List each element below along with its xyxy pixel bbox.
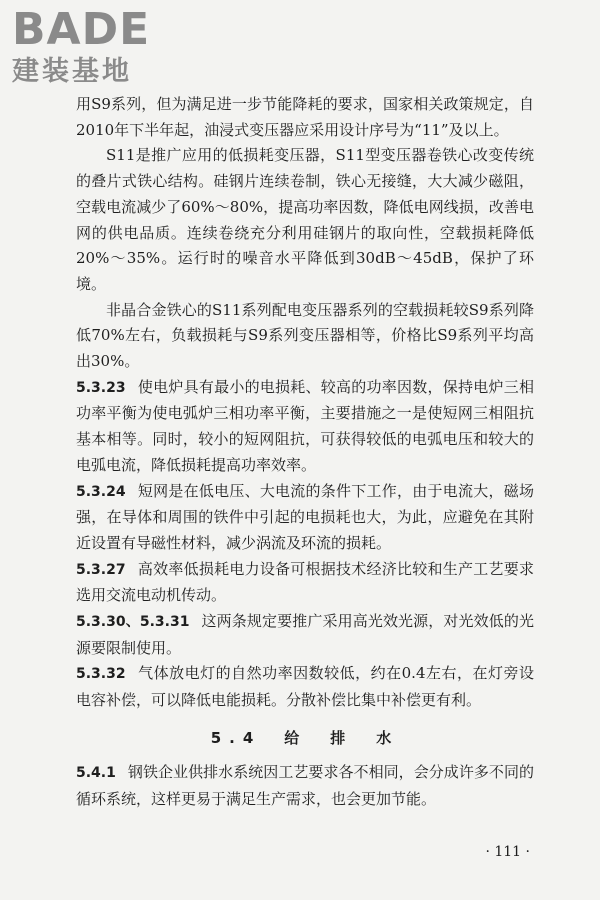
paragraph-text: S11是推广应用的低损耗变压器，S11型变压器卷铁心改变传统的叠片式铁心结构。硅钢片连续卷制，铁心无接缝，大大减少磁阻，空载电流减少了60%～80%，提高功率因数，降低电网线损，改善电网的供电品质。连续卷绕充分利用硅钢片的取向性，空载损耗降低20%～35%。运行时的噪音水平降低到30dB～45dB，保护了环境。 [76,146,534,293]
clause-5-3-30-31 [76,609,534,661]
clause-number: 5.4.1 [76,764,116,781]
page-number: · 111 · [485,844,530,860]
paragraph [76,298,534,375]
clause-text: 高效率低损耗电力设备可根据技术经济比较和生产工艺要求选用交流电动机传动。 [76,559,534,605]
clause-text: 钢铁企业供排水系统因工艺要求各不相同，会分成许多不同的循环系统，这样更易于满足生产需求，也会更加节能。 [76,762,534,808]
clause-5-3-24 [76,479,534,557]
clause-number: 5.3.23 [76,379,126,396]
clause-text: 气体放电灯的自然功率因数较低，约在0.4左右，在灯旁设电容补偿，可以降低电能损耗。分散补偿比集中补偿更有利。 [76,664,534,710]
clause-text: 短网是在低电压、大电流的条件下工作，由于电流大，磁场强，在导体和周围的铁件中引起的电损耗也大，为此，应避免在其附近设置有导磁性材料，减少涡流及环流的损耗。 [76,481,534,552]
bade-logo [12,6,150,88]
logo-subtitle: 建装基地 [12,56,132,87]
paragraph-text: 非晶合金铁心的S11系列配电变压器系列的空载损耗较S9系列降低70%左右，负载损耗与S9系列变压器相等，价格比S9系列平均高出30%。 [76,300,534,371]
clause-number: 5.3.24 [76,483,126,500]
clause-5-3-23 [76,375,534,479]
clause-text: 这两条规定要推广采用高光效光源，对光效低的光源要限制使用。 [76,612,534,657]
clause-5-4-1 [76,760,534,812]
page-body [76,92,534,812]
clause-number: 5.3.27 [76,561,126,578]
clause-5-3-27 [76,557,534,609]
section-heading: 5.4 给 排 水 [210,728,400,747]
logo-word: BADE [12,4,151,55]
paragraph [76,143,534,297]
clause-5-3-32 [76,661,534,713]
clause-number: 5.3.32 [76,666,126,683]
clause-text: 使电炉具有最小的电损耗、较高的功率因数，保持电炉三相功率平衡为使电弧炉三相功率平衡，主要措施之一是使短网三相阻抗基本相等。同时，较小的短网阻抗，可获得较低的电弧电压和较大的电弧电流，降低损耗提高功率效率。 [76,377,534,474]
paragraph [76,92,534,143]
paragraph-text: 用S9系列，但为满足进一步节能降耗的要求，国家相关政策规定，自2010年下半年起，油浸式变压器应采用设计序号为“11”及以上。 [76,95,534,139]
clause-number: 5.3.30、5.3.31 [76,614,190,631]
